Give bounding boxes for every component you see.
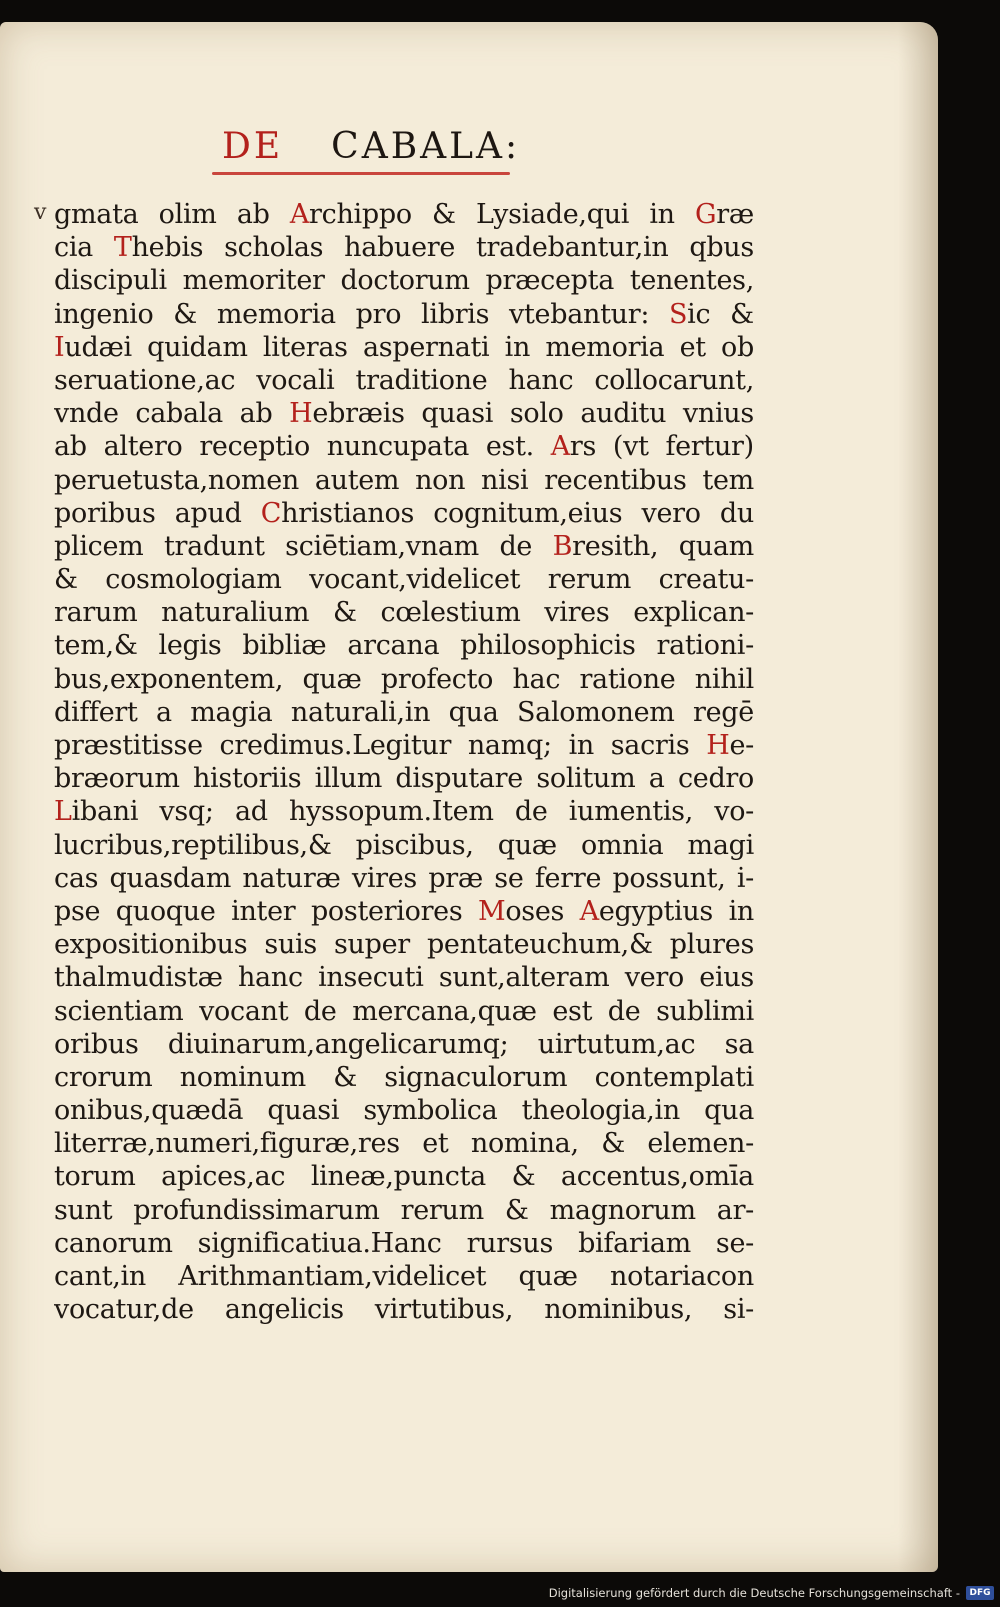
rubricated-initial: M [477, 895, 506, 927]
text-line: literræ,numeri,figuræ,res et nomina, & elemen- [54, 1128, 754, 1160]
text-line: Iudæi quidam literas aspernati in memoria et ob [54, 331, 754, 363]
text-line: oribus diuinarum,angelicarumq; uirtutum,ac sa [54, 1028, 754, 1060]
text-line: canorum significatiua.Hanc rursus bifariam se- [54, 1227, 754, 1259]
text-line: ingenio & memoria pro libris vtebantur: Sic & [54, 298, 754, 330]
margin-mark: v [34, 200, 47, 225]
text-line: tem,& legis bibliæ arcana philosophicis rationi- [54, 630, 754, 662]
footer-credit: Digitalisierung gefördert durch die Deutsche Forschungsgemeinschaft - [548, 1586, 960, 1600]
rubricated-initial: L [54, 796, 72, 828]
text-line: pse quoque inter posteriores Moses Aegyptius in [54, 895, 754, 927]
text-line: bræorum historiis illum disputare solitum a cedro [54, 763, 754, 795]
text-line: rarum naturalium & cœlestium vires explican- [54, 597, 754, 629]
text-line: cant,in Arithmantiam,videlicet quæ notariacon [54, 1261, 754, 1292]
text-line: bus,exponentem, quæ profecto hac ratione nihil [54, 663, 754, 695]
text-line: torum apices,ac lineæ,puncta & accentus,omīa [54, 1161, 754, 1193]
text-line: seruatione,ac vocali traditione hanc collocarunt, [54, 364, 754, 396]
text-line: lucribus,reptilibus,& piscibus, quæ omnia magi [54, 829, 754, 861]
text-line: thalmudistæ hanc insecuti sunt,alteram vero eius [54, 962, 754, 994]
text-line: scientiam vocant de mercana,quæ est de sublimi [54, 995, 754, 1027]
text-line: ab altero receptio nuncupata est. Ars (vt fertur) [54, 431, 754, 463]
text-line: Libani vsq; ad hyssopum.Item de iumentis, vo- [54, 796, 754, 828]
rubricated-initial: I [54, 331, 65, 363]
text-line: discipuli memoriter doctorum præcepta tenentes, [54, 265, 754, 297]
text-line: onibus,quædā quasi symbolica theologia,in qua [54, 1095, 754, 1127]
rubricated-initial: A [579, 895, 599, 927]
book-page [0, 22, 938, 1572]
heading-underline [212, 172, 510, 175]
text-line: gmata olim ab Archippo & Lysiade,qui in Græ [54, 199, 754, 230]
heading-word-cabala: CABALA: [331, 126, 521, 167]
rubricated-initial: A [289, 199, 310, 230]
text-line: differt a magia naturali,in qua Salomonem regē [54, 696, 754, 728]
rubricated-initial: C [260, 497, 282, 529]
rubricated-initial: S [668, 298, 688, 330]
rubricated-initial: B [552, 530, 573, 562]
text-line: peruetusta,nomen autem non nisi recentibus tem [54, 464, 754, 496]
rubricated-initial: G [695, 199, 717, 230]
rubricated-initial: A [550, 431, 570, 463]
rubricated-initial: H [289, 398, 313, 430]
text-line: & cosmologiam vocant,videlicet rerum creatu- [54, 564, 754, 596]
text-line: cas quasdam naturæ vires præ se ferre possunt, i- [54, 862, 754, 894]
text-line: sunt profundissimarum rerum & magnorum ar- [54, 1194, 754, 1226]
text-line: vocatur,de angelicis virtutibus, nominibus, si- [54, 1294, 754, 1326]
text-line: poribus apud Christianos cognitum,eius vero du [54, 497, 754, 529]
text-line: præstitisse credimus.Legitur namq; in sacris He- [54, 730, 754, 761]
heading-word-de: DE [222, 126, 284, 167]
rubricated-initial: H [706, 730, 730, 761]
rubricated-initial: T [113, 232, 132, 264]
page-heading [222, 126, 520, 167]
text-line: expositionibus suis super pentateuchum,& plures [54, 929, 754, 961]
text-line: plicem tradunt sciētiam,vnam de Bresith, quam [54, 530, 754, 562]
footer [549, 1583, 994, 1603]
text-line: crorum nominum & signaculorum contemplati [54, 1061, 754, 1093]
text-block [54, 198, 754, 1326]
dfg-logo: DFG [966, 1586, 994, 1600]
text-line: vnde cabala ab Hebræis quasi solo auditu vnius [54, 398, 754, 430]
text-line: cia Thebis scholas habuere tradebantur,in qbus [54, 232, 754, 264]
